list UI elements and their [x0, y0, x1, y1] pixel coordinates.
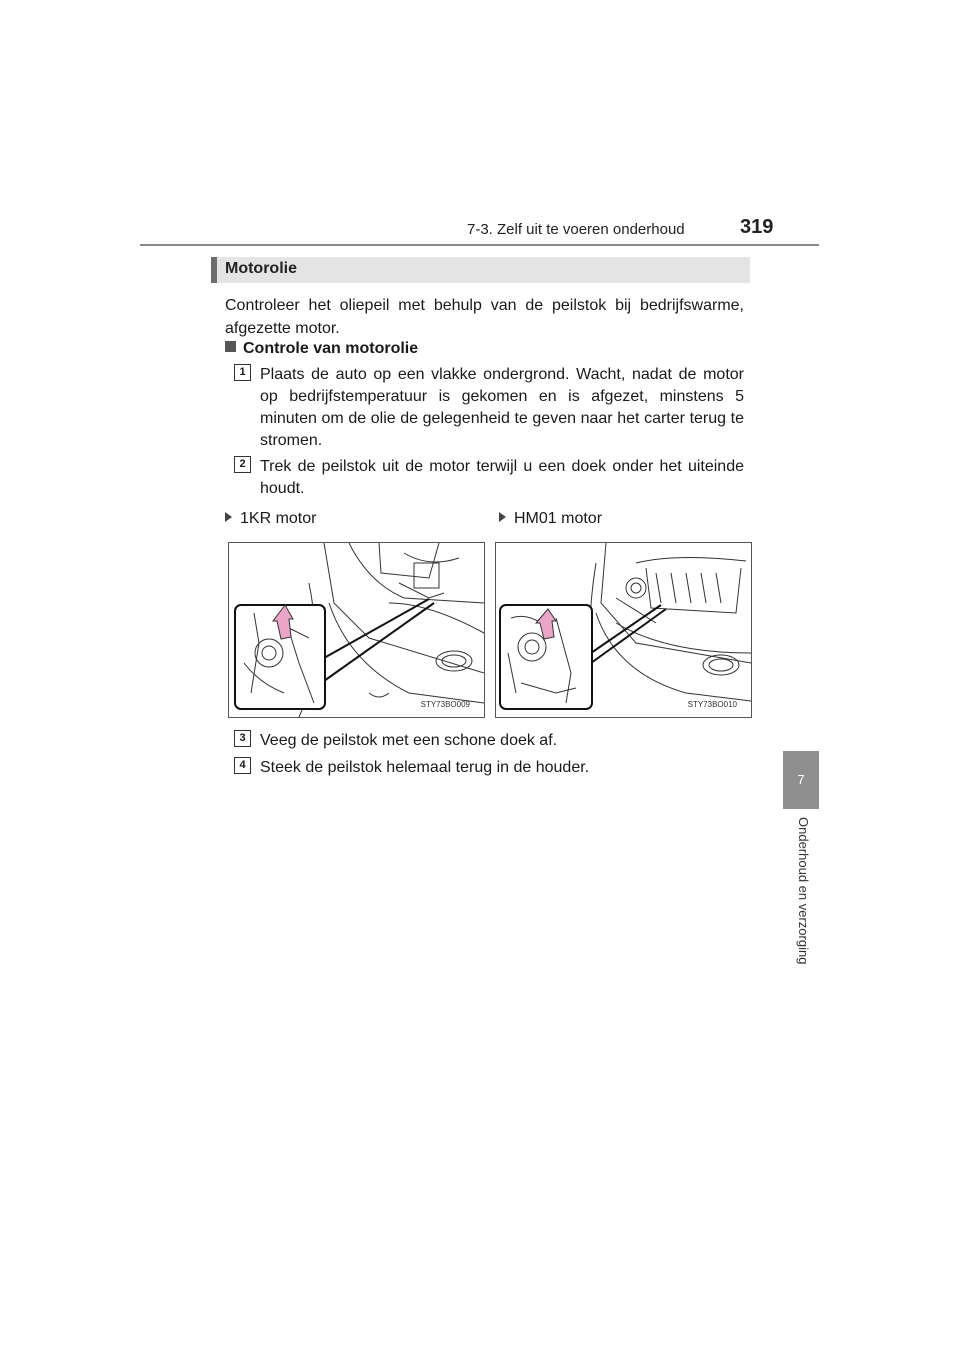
figure-hm01-engine [495, 542, 752, 718]
figure-label-hm01 [499, 510, 602, 528]
header-section-title: 7-3. Zelf uit te voeren onderhoud [467, 221, 685, 238]
engine-bay-illustration [496, 543, 751, 717]
triangle-bullet-icon [225, 512, 232, 522]
step-text-2: Trek de peilstok uit de motor terwijl u een doek onder het uiteinde houdt. [260, 458, 744, 497]
figure-code: STY73BO010 [687, 700, 737, 709]
figure-label-1kr [225, 510, 316, 528]
step-number-3: 3 [234, 730, 251, 747]
figure-code: STY73BO009 [420, 700, 470, 709]
chapter-side-label: Onderhoud en verzorging [796, 817, 811, 965]
step-number-1: 1 [234, 364, 251, 381]
subsection-title: Controle van motorolie [243, 340, 419, 357]
triangle-bullet-icon [499, 512, 506, 522]
chapter-tab: 7 [783, 751, 819, 809]
figure-1kr-engine [228, 542, 485, 718]
square-bullet-icon [225, 341, 236, 352]
step-number-4: 4 [234, 757, 251, 774]
figure-label-text: 1KR motor [240, 510, 317, 527]
subsection-heading [225, 340, 418, 358]
section-bar-accent [211, 257, 217, 283]
figure-label-text: HM01 motor [514, 510, 603, 527]
section-title: Motorolie [225, 260, 297, 277]
step-number-2: 2 [234, 456, 251, 473]
header-rule [140, 244, 819, 246]
intro-paragraph: Controleer het oliepeil met behulp van de peilstok bij bedrijfswarme, afgezette motor. [225, 297, 744, 337]
step-text-1: Plaats de auto op een vlakke ondergrond. Wacht, nadat de motor op bedrijfstemperatuur is gekomen en is afgezet, minstens 5 minuten om de olie de gelegenheid te geven naar het carter terug te stromen. [260, 366, 744, 449]
step-text-4: Steek de peilstok helemaal terug in de houder. [260, 759, 590, 776]
step-text-3: Veeg de peilstok met een schone doek af. [260, 732, 558, 749]
page-number: 319 [740, 216, 774, 238]
engine-bay-illustration [229, 543, 484, 717]
section-title-bar [211, 257, 750, 283]
